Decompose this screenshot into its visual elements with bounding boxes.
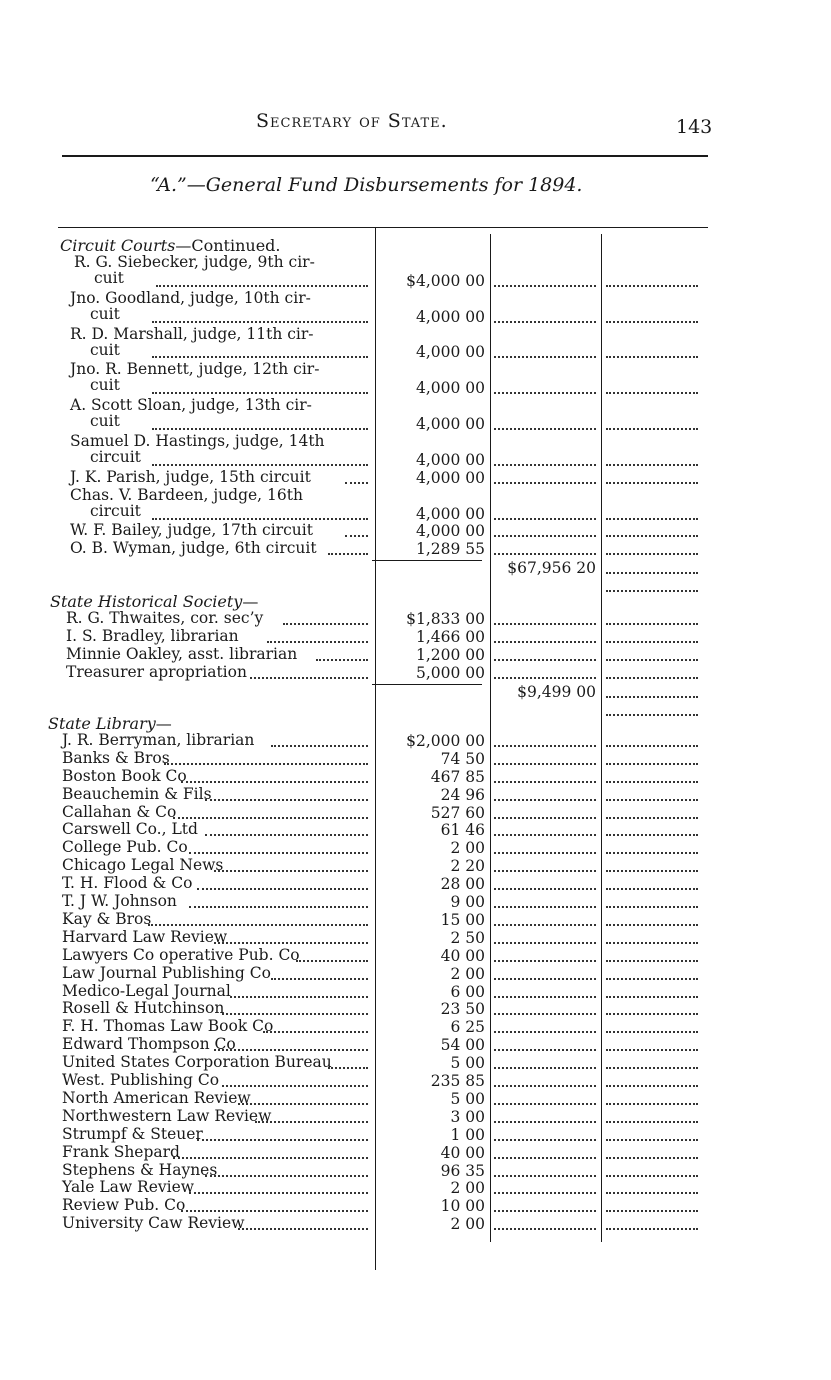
leader-dots xyxy=(494,1226,596,1230)
entry-amount: 1,289 55 xyxy=(415,540,485,559)
leader-dots xyxy=(494,1190,596,1194)
column-divider-amounts xyxy=(490,234,491,1242)
running-title: Secretary of State. xyxy=(256,110,448,132)
entry-name-line: Strumpf & Steuer xyxy=(62,1124,203,1143)
leader-dots xyxy=(214,940,368,944)
leader-dots xyxy=(316,657,368,661)
leader-dots xyxy=(606,621,698,625)
entry-name-line: F. H. Thomas Law Book Co xyxy=(62,1017,274,1036)
top-rule xyxy=(62,155,708,157)
leader-dots xyxy=(494,868,596,872)
ledger-entry xyxy=(62,893,177,909)
leader-dots xyxy=(494,354,596,358)
leader-dots xyxy=(606,657,698,661)
leader-dots xyxy=(494,779,596,783)
entry-name-line: cuit xyxy=(90,340,120,359)
entry-amount: 54 00 xyxy=(440,1036,485,1055)
leader-dots xyxy=(494,516,596,520)
entry-name-line: I. S. Bradley, librarian xyxy=(66,626,239,645)
entry-name-line: Kay & Bros xyxy=(62,909,152,928)
ledger-entry xyxy=(62,929,227,945)
leader-dots xyxy=(271,976,368,980)
entry-amount: 4,000 00 xyxy=(415,343,485,362)
leader-dots xyxy=(606,886,698,890)
ledger-entry xyxy=(62,1108,271,1124)
ledger-entry xyxy=(70,290,311,322)
leader-dots xyxy=(345,480,368,484)
entry-name-line: Northwestern Law Review xyxy=(62,1106,272,1125)
leader-dots xyxy=(283,621,368,625)
ledger-entry xyxy=(62,821,198,837)
leader-dots xyxy=(205,1173,368,1177)
entry-amount: 2 00 xyxy=(450,1215,485,1234)
entry-name-line: R. G. Thwaites, cor. sec’y xyxy=(66,608,264,627)
leader-dots xyxy=(606,797,698,801)
entry-amount: 235 85 xyxy=(430,1072,485,1090)
leader-dots xyxy=(189,850,368,854)
ledger-entry xyxy=(62,1036,236,1052)
leader-dots xyxy=(606,922,698,926)
entry-name-line: O. B. Wyman, judge, 6th circuit xyxy=(70,539,317,558)
leader-dots xyxy=(222,1083,368,1087)
entry-name-line: W. F. Bailey, judge, 17th circuit xyxy=(70,521,313,540)
leader-dots xyxy=(205,797,368,801)
entry-name-line: Lawyers Co operative Pub. Co xyxy=(62,945,300,964)
ledger-entry xyxy=(66,664,247,680)
leader-dots xyxy=(494,1208,596,1212)
ledger-entry xyxy=(70,540,317,556)
entry-amount: 467 85 xyxy=(430,767,485,786)
leader-dots xyxy=(606,815,698,819)
entry-name-line: R. D. Marshall, judge, 11th cir- xyxy=(70,324,314,343)
ledger-entry xyxy=(70,433,325,465)
leader-dots xyxy=(205,832,368,836)
entry-amount: 2 00 xyxy=(450,1179,485,1198)
leader-dots xyxy=(606,533,698,537)
entry-amount: 2 20 xyxy=(450,857,485,876)
entry-name-line: Yale Law Review xyxy=(62,1178,195,1197)
leader-dots xyxy=(296,958,368,962)
leader-dots xyxy=(494,1101,596,1105)
leader-dots xyxy=(494,621,596,625)
section-heading-suffix: —Continued. xyxy=(175,236,281,255)
entry-amount: 527 60 xyxy=(430,803,485,822)
ledger-entry xyxy=(70,397,312,429)
ledger-entry xyxy=(62,768,187,784)
entry-name-line: Beauchemin & Fils xyxy=(62,784,212,803)
leader-dots xyxy=(152,390,368,394)
leader-dots xyxy=(189,904,368,908)
section-heading-text: Circuit Courts xyxy=(60,236,176,255)
entry-name-line: cuit xyxy=(90,376,120,395)
entry-amount: 2 00 xyxy=(450,839,485,858)
leader-dots xyxy=(164,761,368,765)
entry-amount: 23 50 xyxy=(440,1000,485,1019)
leader-dots xyxy=(152,426,368,430)
ledger-entry xyxy=(62,1018,273,1034)
leader-dots xyxy=(328,1065,368,1069)
entry-name-line: Callahan & Co xyxy=(62,802,177,821)
entry-name-line: cuit xyxy=(94,268,124,287)
leader-dots xyxy=(181,1208,368,1212)
leader-dots xyxy=(222,1011,368,1015)
ledger-entry xyxy=(74,254,315,286)
ledger-entry xyxy=(62,1090,251,1106)
section-heading-suffix: — xyxy=(242,592,259,611)
entry-amount: 6 25 xyxy=(450,1018,485,1037)
leader-dots xyxy=(152,462,368,466)
leader-dots xyxy=(494,1065,596,1069)
leader-dots xyxy=(494,904,596,908)
table-title: “A.”—General Fund Disbursements for 1894. xyxy=(150,174,583,196)
entry-name-line: Carswell Co., Ltd xyxy=(62,820,198,839)
leader-dots xyxy=(606,1083,698,1087)
leader-dots xyxy=(345,533,368,537)
entry-amount: 3 00 xyxy=(450,1107,485,1126)
ledger-entry xyxy=(62,1162,217,1178)
entry-amount: 2 50 xyxy=(450,928,485,947)
title-rule xyxy=(58,227,708,228)
entry-name-line: Treasurer apropriation xyxy=(66,662,247,681)
entry-name-line: cuit xyxy=(90,304,120,323)
entry-name-line: J. K. Parish, judge, 15th circuit xyxy=(70,467,311,486)
leader-dots xyxy=(606,1011,698,1015)
leader-dots xyxy=(606,761,698,765)
leader-dots xyxy=(152,354,368,358)
leader-dots xyxy=(606,779,698,783)
ledger-entry xyxy=(62,1072,219,1088)
ledger-entry xyxy=(62,839,188,855)
leader-dots xyxy=(494,426,596,430)
ledger-entry xyxy=(62,804,176,820)
leader-dots xyxy=(606,1173,698,1177)
leader-dots xyxy=(606,588,698,592)
leader-dots xyxy=(152,516,368,520)
leader-dots xyxy=(230,994,368,998)
leader-dots xyxy=(197,1137,368,1141)
ledger-entry xyxy=(62,1197,185,1213)
leader-dots xyxy=(494,1137,596,1141)
entry-name-line: Edward Thompson Co xyxy=(62,1035,236,1054)
leader-dots xyxy=(494,815,596,819)
leader-dots xyxy=(494,675,596,679)
ledger-entry xyxy=(66,610,263,626)
leader-dots xyxy=(494,922,596,926)
leader-dots xyxy=(606,426,698,430)
leader-dots xyxy=(606,1226,698,1230)
leader-dots xyxy=(494,886,596,890)
leader-dots xyxy=(494,533,596,537)
leader-dots xyxy=(606,1065,698,1069)
entry-name-line: Stephens & Haynes xyxy=(62,1160,218,1179)
leader-dots xyxy=(606,570,698,574)
leader-dots xyxy=(173,815,368,819)
leader-dots xyxy=(156,283,368,287)
leader-dots xyxy=(606,712,698,716)
entry-amount: 5 00 xyxy=(450,1054,485,1073)
ledger-entry xyxy=(62,1179,194,1195)
leader-dots xyxy=(181,779,368,783)
entry-name-line: Law Journal Publishing Co xyxy=(62,963,271,982)
entry-amount: 24 96 xyxy=(440,785,485,804)
entry-amount: 15 00 xyxy=(440,910,485,929)
leader-dots xyxy=(494,940,596,944)
ledger-entry xyxy=(62,1144,180,1160)
leader-dots xyxy=(494,1083,596,1087)
leader-dots xyxy=(606,994,698,998)
ledger-entry xyxy=(70,326,314,358)
ledger-entry xyxy=(66,646,297,662)
entry-amount: 9 00 xyxy=(450,893,485,911)
leader-dots xyxy=(271,743,368,747)
entry-name-line: T. J W. Johnson xyxy=(62,892,177,910)
entry-amount: 4,000 00 xyxy=(415,504,485,523)
entry-amount: 1 00 xyxy=(450,1125,485,1144)
ledger-entry xyxy=(62,732,254,748)
leader-dots xyxy=(494,462,596,466)
ledger-entry xyxy=(62,983,231,999)
leader-dots xyxy=(606,940,698,944)
subtotal-rule xyxy=(372,560,482,561)
leader-dots xyxy=(606,354,698,358)
entry-name-line: Harvard Law Review xyxy=(62,927,228,946)
leader-dots xyxy=(189,1190,368,1194)
leader-dots xyxy=(494,1011,596,1015)
leader-dots xyxy=(606,850,698,854)
entry-amount: 4,000 00 xyxy=(415,468,485,487)
section-heading-text: State Historical Society xyxy=(50,592,243,611)
leader-dots xyxy=(606,1190,698,1194)
leader-dots xyxy=(238,1226,368,1230)
leader-dots xyxy=(606,1137,698,1141)
ledger-entry xyxy=(62,911,151,927)
leader-dots xyxy=(250,675,368,679)
ledger-entry xyxy=(66,628,239,644)
ledger-entry xyxy=(70,469,311,485)
entry-amount: 40 00 xyxy=(440,946,485,965)
ledger-entry xyxy=(70,522,313,538)
entry-amount: 61 46 xyxy=(440,821,485,840)
ledger-entry xyxy=(70,361,319,393)
leader-dots xyxy=(263,1029,368,1033)
leader-dots xyxy=(255,1119,368,1123)
leader-dots xyxy=(494,832,596,836)
leader-dots xyxy=(606,551,698,555)
entry-name-line: Jno. R. Bennett, judge, 12th cir- xyxy=(70,360,320,379)
entry-name-line: circuit xyxy=(90,447,141,466)
entry-name-line: University Caw Review xyxy=(62,1214,245,1233)
section-total: $67,956 20 xyxy=(507,559,596,578)
leader-dots xyxy=(494,743,596,747)
entry-amount: 4,000 00 xyxy=(415,450,485,469)
leader-dots xyxy=(606,319,698,323)
entry-amount: $1,833 00 xyxy=(406,609,485,628)
ledger-entry xyxy=(62,1215,244,1231)
leader-dots xyxy=(606,675,698,679)
ledger-entry xyxy=(62,750,170,766)
entry-amount: 4,000 00 xyxy=(415,379,485,398)
entry-name-line: Chicago Legal News xyxy=(62,856,224,875)
leader-dots xyxy=(606,694,698,698)
leader-dots xyxy=(238,1101,368,1105)
entry-name-line: A. Scott Sloan, judge, 13th cir- xyxy=(70,396,312,415)
entry-name-line: Review Pub. Co xyxy=(62,1196,186,1215)
section-total: $9,499 00 xyxy=(517,682,596,701)
ledger-entry xyxy=(62,1000,224,1016)
leader-dots xyxy=(494,639,596,643)
leader-dots xyxy=(606,832,698,836)
entry-amount: 4,000 00 xyxy=(415,522,485,541)
entry-name-line: Medico-Legal Journal xyxy=(62,981,231,1000)
leader-dots xyxy=(606,1155,698,1159)
leader-dots xyxy=(494,994,596,998)
entry-name-line: Rosell & Hutchinson xyxy=(62,999,225,1018)
entry-name-line: R. G. Siebecker, judge, 9th cir- xyxy=(74,252,315,271)
entry-name-line: cuit xyxy=(90,412,120,431)
leader-dots xyxy=(606,743,698,747)
entry-amount: $4,000 00 xyxy=(406,271,485,290)
ledger-entry xyxy=(62,947,300,963)
leader-dots xyxy=(606,1208,698,1212)
ledger-entry xyxy=(62,1126,203,1142)
subtotal-rule xyxy=(372,684,482,685)
ledger-entry xyxy=(62,786,212,802)
entry-amount: 6 00 xyxy=(450,982,485,1001)
leader-dots xyxy=(197,886,368,890)
ledger-entry xyxy=(62,1054,332,1070)
leader-dots xyxy=(494,657,596,661)
leader-dots xyxy=(494,390,596,394)
leader-dots xyxy=(494,1029,596,1033)
leader-dots xyxy=(214,868,368,872)
entry-name-line: Frank Shepard xyxy=(62,1142,180,1161)
leader-dots xyxy=(606,480,698,484)
leader-dots xyxy=(267,639,368,643)
entry-name-line: Chas. V. Bardeen, judge, 16th xyxy=(70,485,303,504)
leader-dots xyxy=(152,319,368,323)
entry-name-line: circuit xyxy=(90,501,141,520)
page-header xyxy=(0,106,831,136)
leader-dots xyxy=(606,390,698,394)
leader-dots xyxy=(494,1173,596,1177)
entry-name-line: Minnie Oakley, asst. librarian xyxy=(66,644,298,663)
ledger-entry xyxy=(70,487,303,519)
entry-amount: 4,000 00 xyxy=(415,307,485,326)
leader-dots xyxy=(606,1119,698,1123)
leader-dots xyxy=(494,797,596,801)
entry-amount: 40 00 xyxy=(440,1143,485,1162)
page-number: 143 xyxy=(676,116,713,138)
entry-name-line: Boston Book Co xyxy=(62,766,187,785)
entry-amount: 74 50 xyxy=(440,749,485,768)
entry-amount: 28 00 xyxy=(440,875,485,894)
entry-amount: 10 00 xyxy=(440,1197,485,1216)
leader-dots xyxy=(606,516,698,520)
entry-amount: 1,466 00 xyxy=(415,627,485,646)
leader-dots xyxy=(214,1047,368,1051)
leader-dots xyxy=(494,283,596,287)
leader-dots xyxy=(494,1155,596,1159)
ledger-entry xyxy=(62,965,271,981)
leader-dots xyxy=(494,480,596,484)
entry-amount: 4,000 00 xyxy=(415,415,485,433)
leader-dots xyxy=(328,551,368,555)
section-heading-suffix: — xyxy=(155,714,172,733)
leader-dots xyxy=(494,761,596,765)
entry-name-line: College Pub. Co xyxy=(62,838,188,857)
leader-dots xyxy=(494,850,596,854)
leader-dots xyxy=(606,462,698,466)
ledger-entry xyxy=(62,857,223,873)
leader-dots xyxy=(173,1155,368,1159)
leader-dots xyxy=(606,868,698,872)
entry-name-line: Samuel D. Hastings, judge, 14th xyxy=(70,431,325,450)
leader-dots xyxy=(606,1047,698,1051)
entry-name-line: Jno. Goodland, judge, 10th cir- xyxy=(70,288,311,307)
leader-dots xyxy=(494,958,596,962)
entry-amount: 5,000 00 xyxy=(415,663,485,682)
leader-dots xyxy=(494,551,596,555)
entry-name-line: North American Review xyxy=(62,1088,251,1107)
leader-dots xyxy=(494,319,596,323)
leader-dots xyxy=(494,1119,596,1123)
leader-dots xyxy=(494,1047,596,1051)
leader-dots xyxy=(606,1029,698,1033)
entry-amount: 1,200 00 xyxy=(415,645,485,664)
entry-amount: 5 00 xyxy=(450,1089,485,1108)
entry-amount: $2,000 00 xyxy=(406,731,485,750)
leader-dots xyxy=(606,639,698,643)
entry-name-line: Banks & Bros xyxy=(62,748,170,767)
ledger-entry xyxy=(62,875,192,891)
section-heading-text: State Library xyxy=(48,714,156,733)
entry-amount: 96 35 xyxy=(440,1161,485,1180)
entry-name-line: West. Publishing Co xyxy=(62,1071,220,1089)
entry-name-line: T. H. Flood & Co xyxy=(62,874,193,893)
leader-dots xyxy=(606,958,698,962)
column-divider-totals xyxy=(601,234,602,1242)
entry-amount: 2 00 xyxy=(450,964,485,983)
entry-name-line: J. R. Berryman, librarian xyxy=(62,730,255,749)
leader-dots xyxy=(148,922,368,926)
leader-dots xyxy=(606,283,698,287)
leader-dots xyxy=(606,904,698,908)
leader-dots xyxy=(606,976,698,980)
leader-dots xyxy=(494,976,596,980)
leader-dots xyxy=(606,1101,698,1105)
entry-name-line: United States Corporation Bureau xyxy=(62,1053,332,1072)
